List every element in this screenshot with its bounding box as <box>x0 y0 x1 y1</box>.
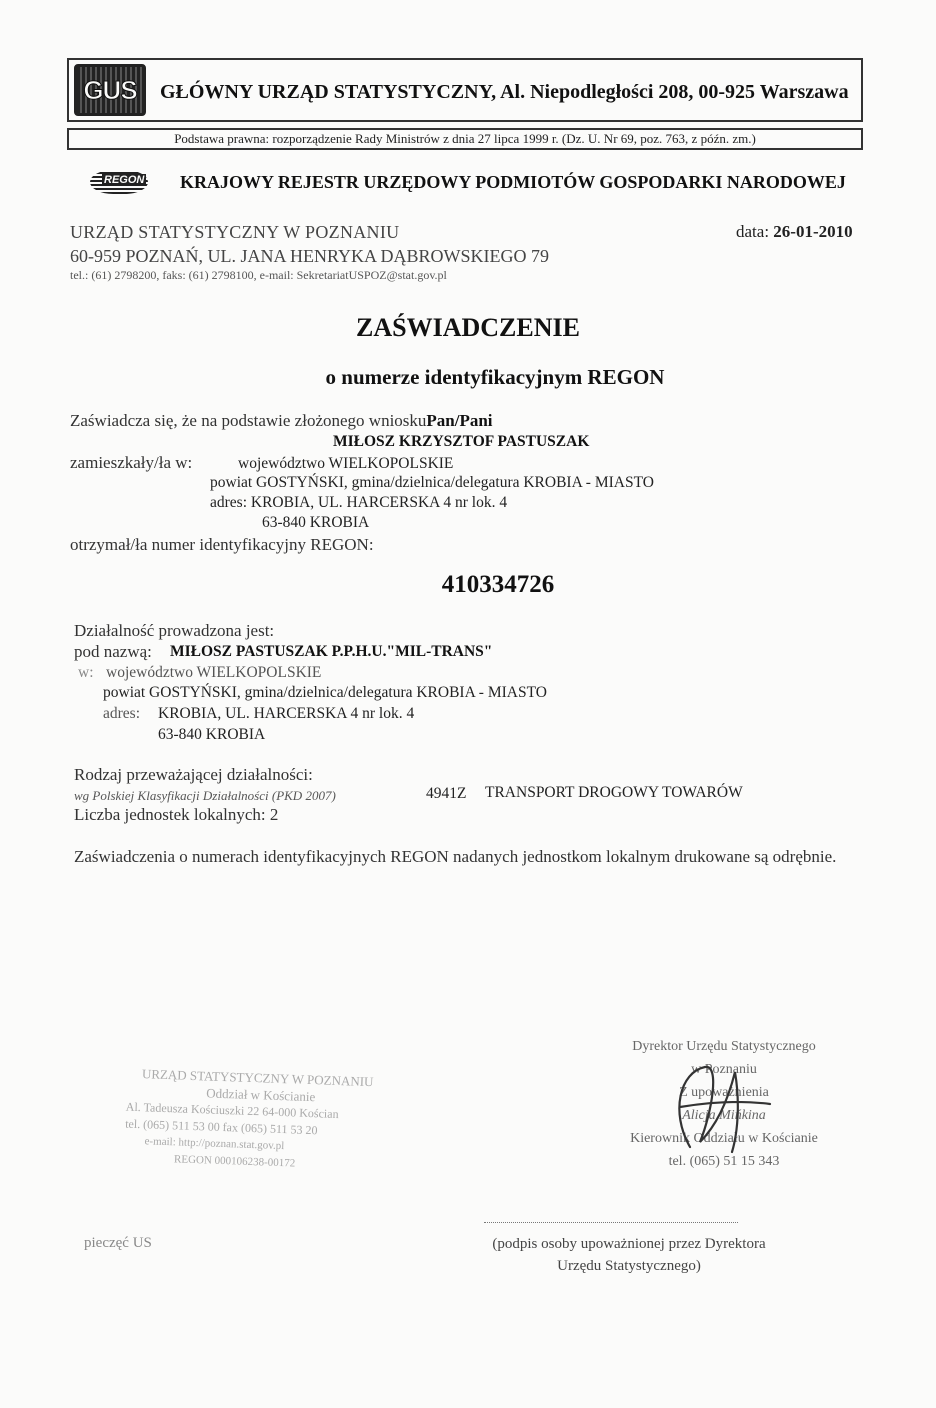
director-line-3: Z upoważnienia <box>679 1085 769 1100</box>
stamp-line-3: Al. Tadeusza Kościuszki 22 64-000 Kościan <box>125 1099 339 1122</box>
residence-label: zamieszkały/ła w: <box>70 453 193 472</box>
business-heading: Działalność prowadzona jest: <box>74 621 275 640</box>
stamp-line-1: URZĄD STATYSTYCZNY W POZNANIU <box>141 1066 374 1090</box>
residence-postal: 63-840 KROBIA <box>262 514 370 531</box>
stamp-line-6: REGON 000106238-00172 <box>173 1153 296 1170</box>
regon-logo <box>90 170 148 194</box>
legal-basis: Podstawa prawna: rozporządzenie Rady Ministrów z dnia 27 lipca 1999 r. (Dz. U. Nr 69, poz. 763, z późn. zm.) <box>67 128 863 150</box>
intro-bold: Pan/Pani <box>426 411 493 430</box>
business-postal: 63-840 KROBIA <box>158 726 266 743</box>
office-name: URZĄD STATYSTYCZNY W POZNANIU <box>70 222 400 242</box>
office-contact: tel.: (61) 2798200, faks: (61) 2798100, e-mail: SekretariatUSPOZ@stat.gov.pl <box>70 268 447 282</box>
received-label: otrzymał/ła numer identyfikacyjny REGON: <box>70 535 374 554</box>
director-line-1: Dyrektor Urzędu Statystycznego <box>632 1039 816 1054</box>
business-address-label: adres: <box>103 705 141 722</box>
business-address: KROBIA, UL. HARCERSKA 4 nr lok. 4 <box>158 705 415 722</box>
date-label: data: <box>736 222 770 241</box>
person-name: MIŁOSZ KRZYSZTOF PASTUSZAK <box>333 433 590 450</box>
certificate-subtitle: o numerze identyfikacyjnym REGON <box>325 365 665 389</box>
office-stamp <box>123 1065 437 1201</box>
stamp-line-2: Oddział w Kościanie <box>206 1085 316 1105</box>
gus-logo-text: GUS <box>83 74 137 105</box>
stamp-line-4: tel. (065) 511 53 00 fax (065) 511 53 20 <box>124 1116 318 1138</box>
signature-line <box>484 1222 738 1223</box>
date-value: 26-01-2010 <box>773 222 853 241</box>
director-line-4: Alicja Mińkina <box>682 1108 766 1123</box>
register-title: KRAJOWY REJESTR URZĘDOWY PODMIOTÓW GOSPODARKI NARODOWEJ <box>180 172 846 192</box>
issue-date <box>736 222 853 242</box>
business-county: powiat GOSTYŃSKI, gmina/dzielnica/delegatura KROBIA - MIASTO <box>103 684 547 701</box>
gus-logo <box>74 64 146 116</box>
certificate-title: ZAŚWIADCZENIE <box>356 313 580 342</box>
stamp-line-5: e-mail: http://poznan.stat.gov.pl <box>144 1135 285 1153</box>
business-name-label: pod nazwą: <box>74 642 152 661</box>
residence-address: adres: KROBIA, UL. HARCERSKA 4 nr lok. 4 <box>210 494 508 511</box>
intro-line <box>70 411 493 431</box>
residence-county: powiat GOSTYŃSKI, gmina/dzielnica/delegatura KROBIA - MIASTO <box>210 474 654 491</box>
seal-label: pieczęć US <box>84 1235 152 1251</box>
local-units-note: Zaświadczenia o numerach identyfikacyjnych REGON nadanych jednostkom lokalnym drukowane są odrębnie. <box>74 847 837 866</box>
local-units: Liczba jednostek lokalnych: 2 <box>74 805 279 824</box>
activity-label: Rodzaj przeważającej działalności: <box>74 765 313 784</box>
handwritten-signature <box>660 1052 780 1162</box>
director-line-6: tel. (065) 51 15 343 <box>668 1154 780 1169</box>
director-line-2: w Poznaniu <box>691 1062 757 1077</box>
intro-text: Zaświadcza się, że na podstawie złożonego wniosku <box>70 411 427 430</box>
pkd-description: TRANSPORT DROGOWY TOWARÓW <box>485 784 743 801</box>
residence-voivodeship: województwo WIELKOPOLSKIE <box>238 455 454 472</box>
regon-number: 410334726 <box>441 571 555 598</box>
business-voivodeship: województwo WIELKOPOLSKIE <box>106 664 322 681</box>
business-name: MIŁOSZ PASTUSZAK P.P.H.U."MIL-TRANS" <box>170 643 493 660</box>
regon-logo-text: REGON <box>104 174 145 186</box>
office-address: 60-959 POZNAŃ, UL. JANA HENRYKA DĄBROWSKIEGO 79 <box>70 246 550 266</box>
institution-title: GŁÓWNY URZĄD STATYSTYCZNY, Al. Niepodległości 208, 00-925 Warszawa <box>160 81 849 103</box>
business-loc-label: w: <box>78 664 94 681</box>
header-box <box>67 58 863 122</box>
signature-caption: (podpis osoby upoważnionej przez Dyrektora Urzędu Statystycznego) <box>492 1236 766 1274</box>
director-line-5: Kierownik Oddziału w Kościanie <box>630 1131 818 1146</box>
pkd-label: wg Polskiej Klasyfikacji Działalności (PKD 2007) <box>74 788 336 803</box>
pkd-code: 4941Z <box>426 785 467 802</box>
